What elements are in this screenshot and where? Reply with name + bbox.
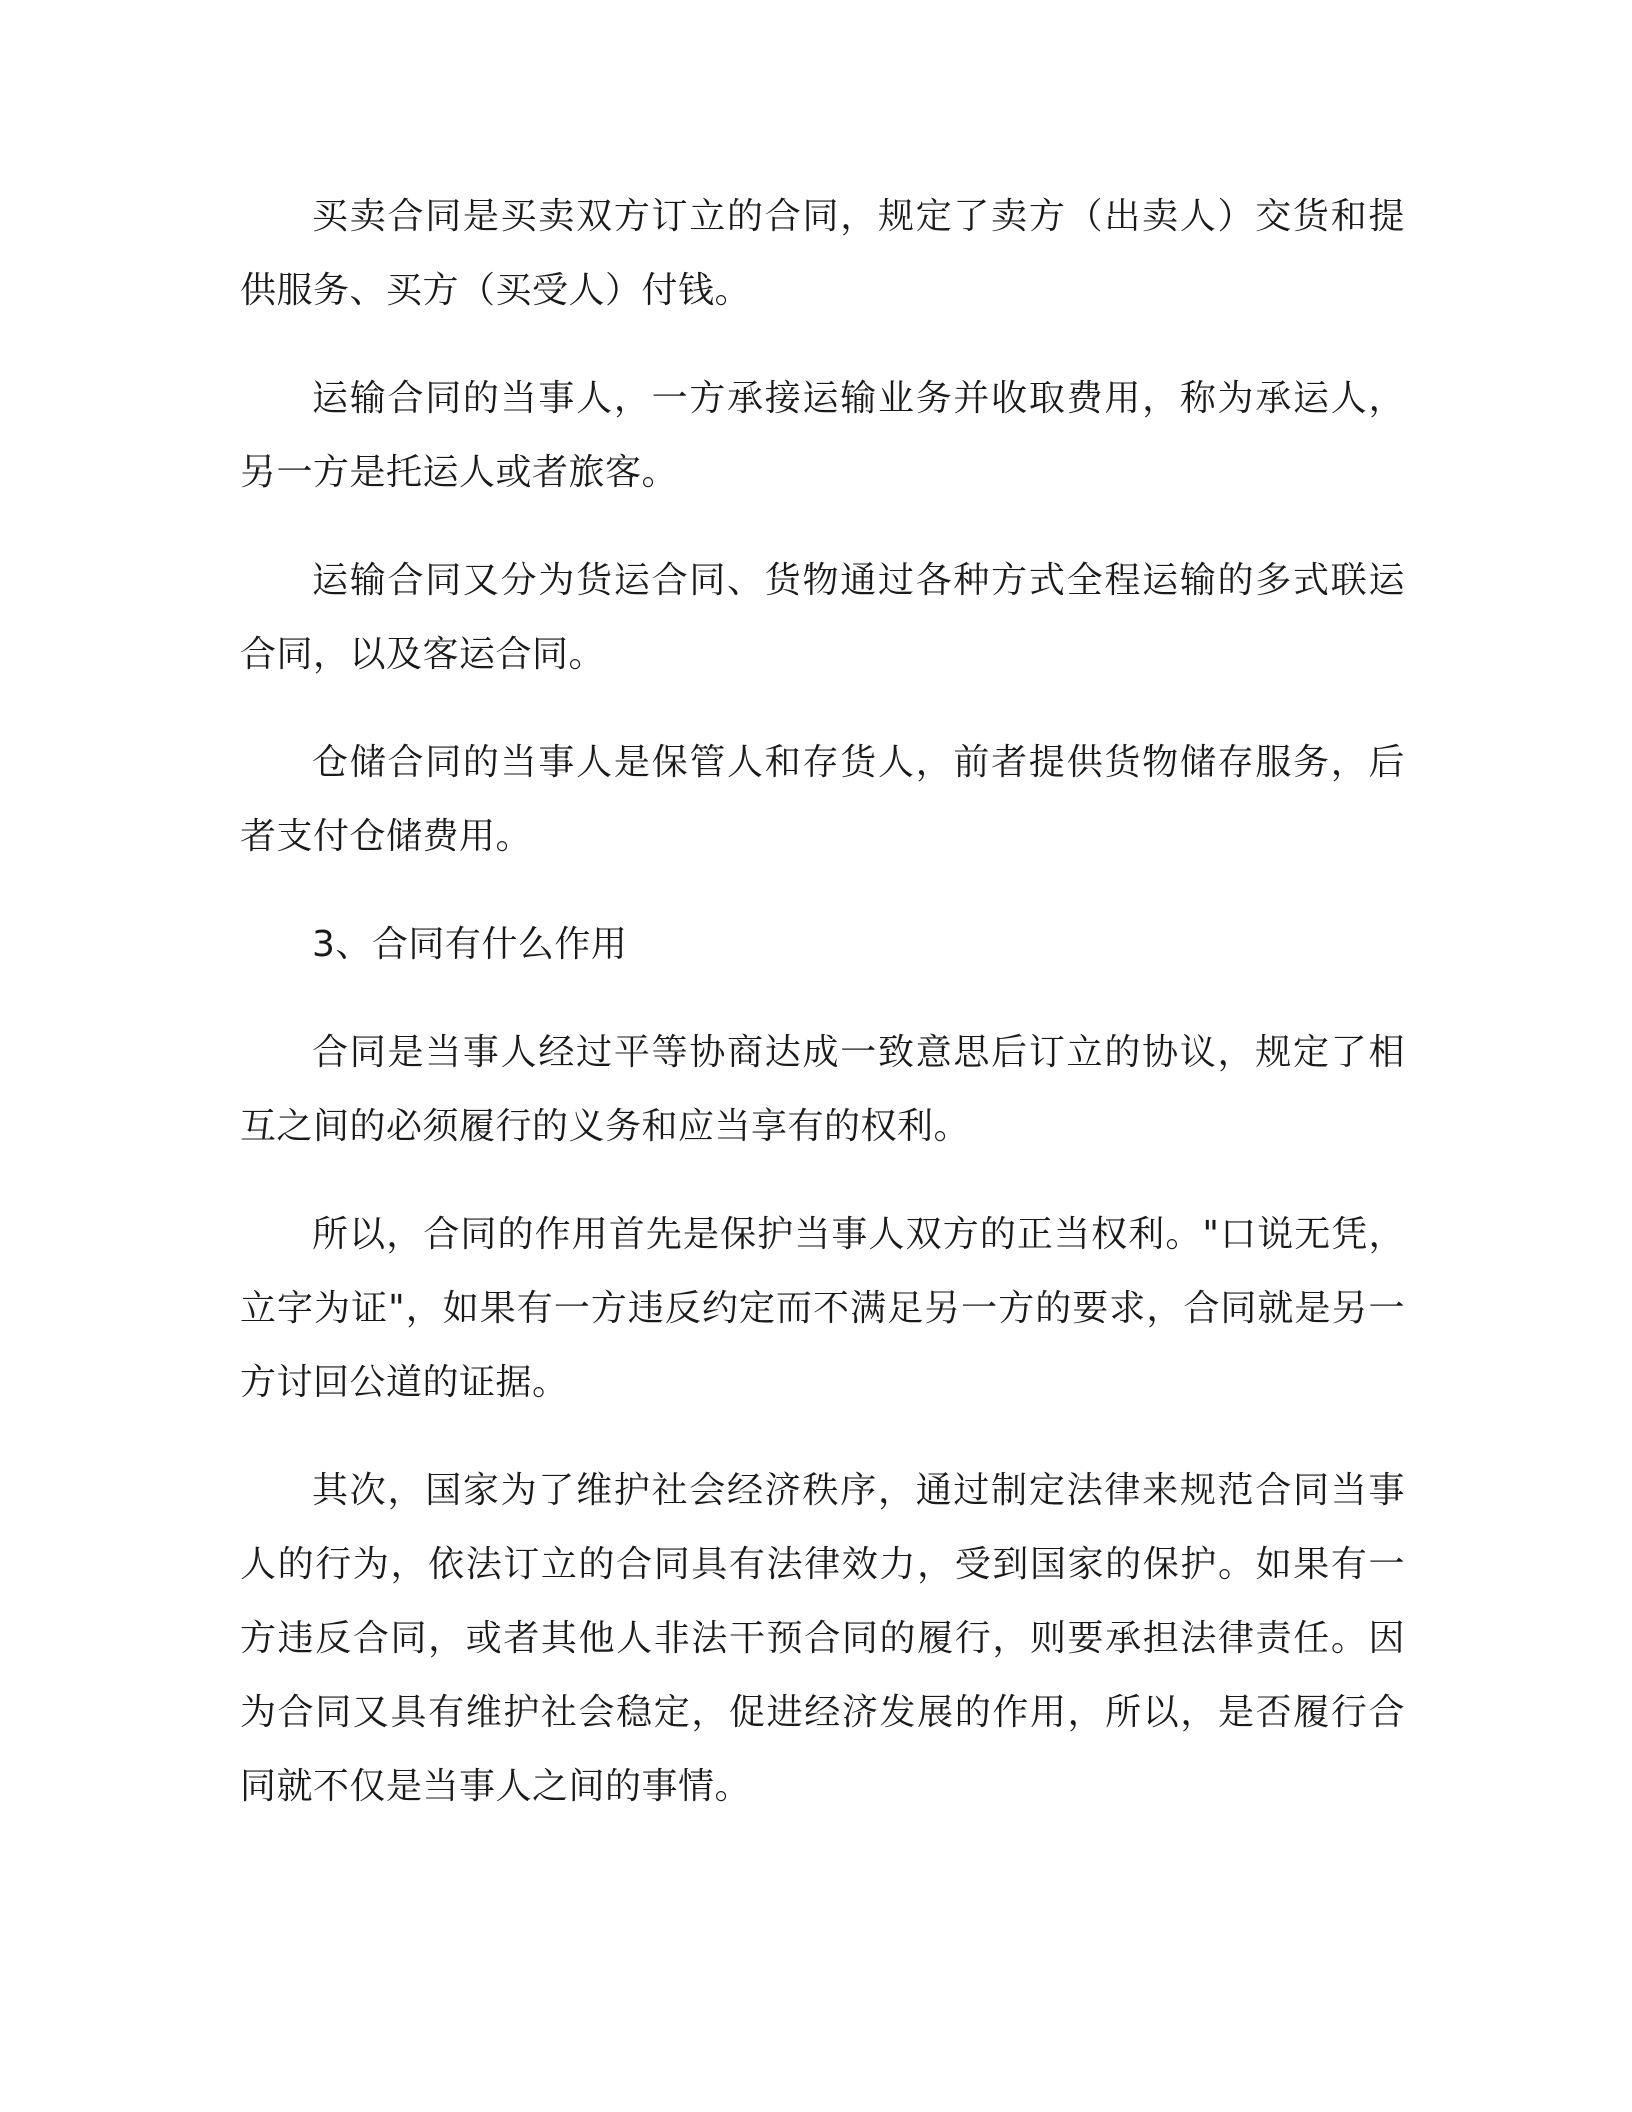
paragraph-contract-protection: 所以，合同的作用首先是保护当事人双方的正当权利。"口说无凭，立字为证"，如果有一方违反约定而不满足另一方的要求，合同就是另一方讨回公道的证据。: [240, 1214, 1405, 1403]
paragraph-transport-types: 运输合同又分为货运合同、货物通过各种方式全程运输的多式联运合同，以及客运合同。: [240, 560, 1405, 675]
paragraph-sales-contract: 买卖合同是买卖双方订立的合同，规定了卖方（出卖人）交货和提供服务、买方（买受人）付钱。: [240, 196, 1405, 311]
paragraph-transport-parties: 运输合同的当事人，一方承接运输业务并收取费用，称为承运人，另一方是托运人或者旅客。: [240, 378, 1405, 493]
document-body: [240, 180, 1405, 1858]
paragraph-warehousing-contract: 仓储合同的当事人是保管人和存货人，前者提供货物储存服务，后者支付仓储费用。: [240, 742, 1405, 857]
paragraph-contract-definition: 合同是当事人经过平等协商达成一致意思后订立的协议，规定了相互之间的必须履行的义务和应当享有的权利。: [240, 1032, 1405, 1147]
paragraph-contract-legal-effect: 其次，国家为了维护社会经济秩序，通过制定法律来规范合同当事人的行为，依法订立的合同具有法律效力，受到国家的保护。如果有一方违反合同，或者其他人非法干预合同的履行，则要承担法律责任。因为合同又具有维护社会稳定，促进经济发展的作用，所以，是否履行合同就不仅是当事人之间的事情。: [240, 1470, 1405, 1807]
section-heading-contract-role: 3、合同有什么作用: [312, 924, 628, 965]
